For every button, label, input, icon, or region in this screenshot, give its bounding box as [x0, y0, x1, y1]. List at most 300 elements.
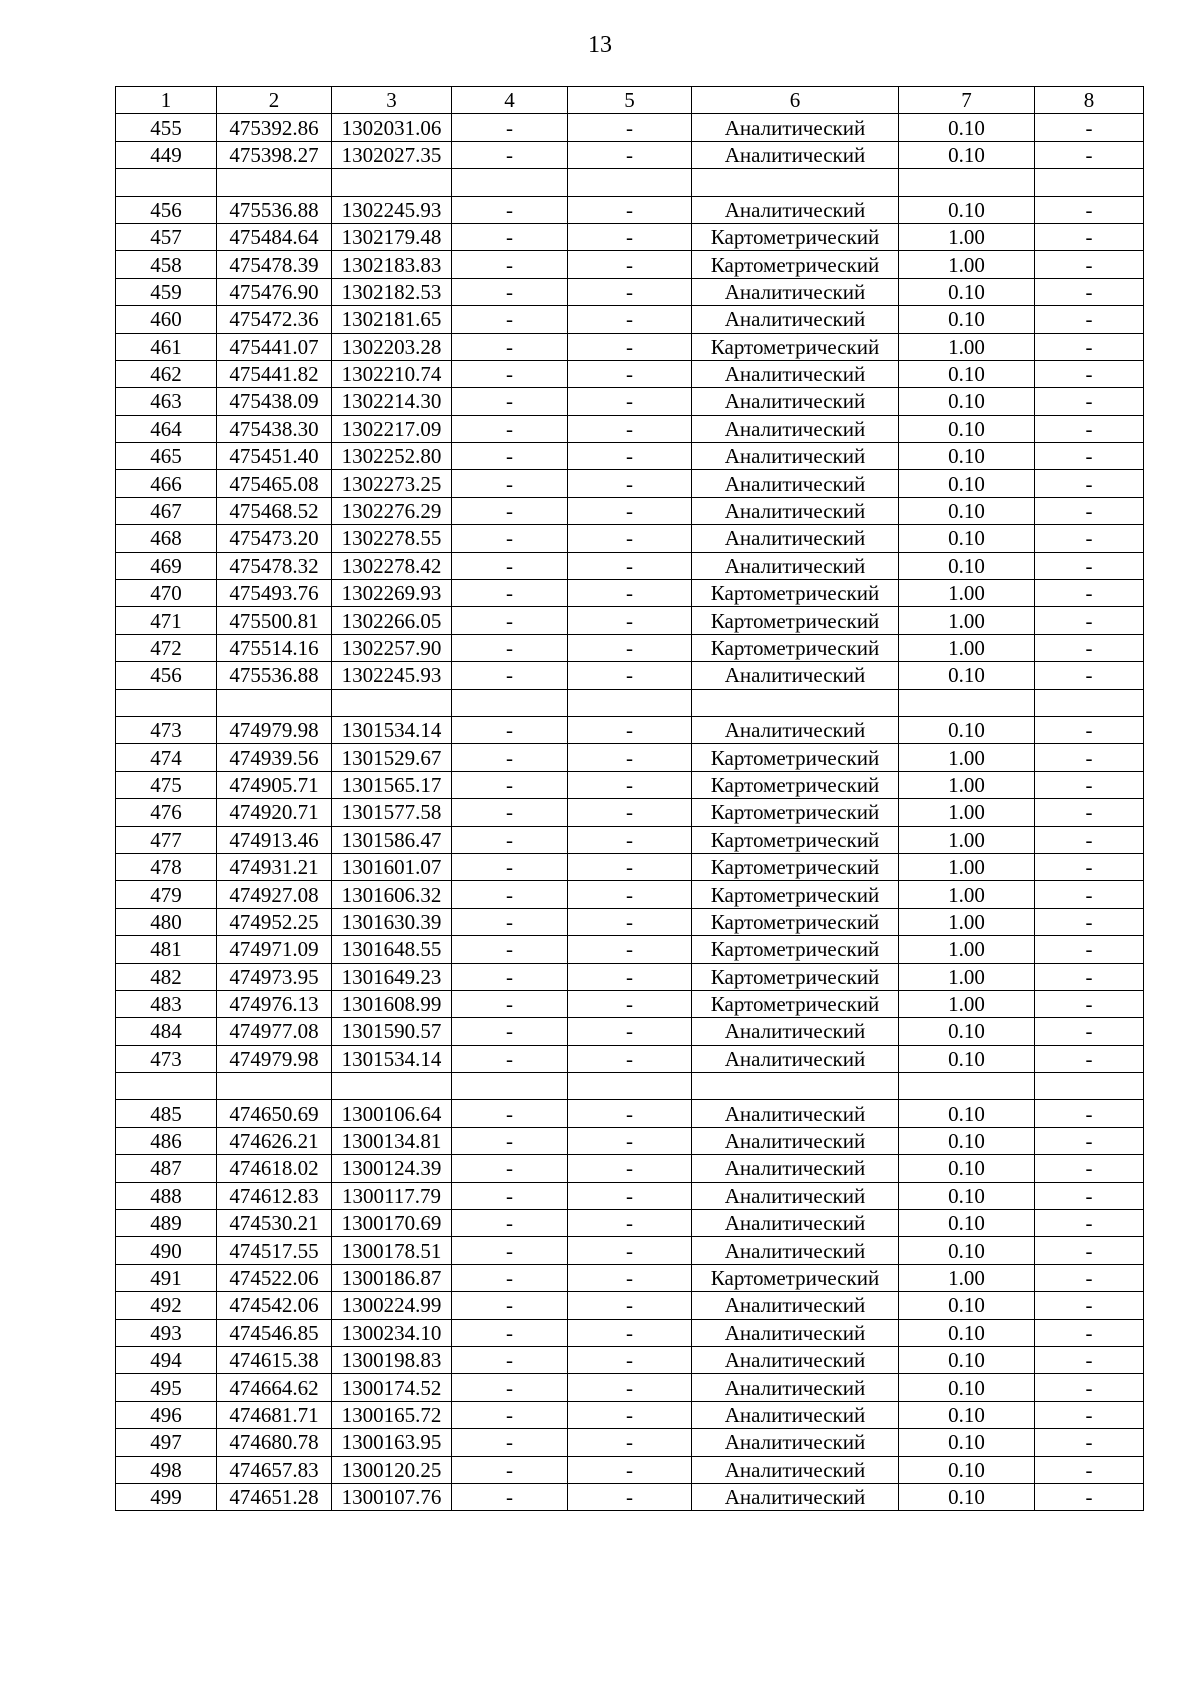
coordinates-table [115, 86, 1144, 1511]
y-coordinate-cell: 1300124.39 [332, 1155, 452, 1182]
method-cell: Аналитический [692, 1100, 899, 1127]
accuracy-cell: 0.10 [899, 1210, 1035, 1237]
table-row [116, 1319, 1144, 1346]
method-cell: Картометрический [692, 580, 899, 607]
column-4-cell: - [452, 525, 568, 552]
table-row [116, 251, 1144, 278]
x-coordinate-cell: 475438.30 [217, 415, 332, 442]
point-number-cell: 465 [116, 443, 217, 470]
x-coordinate-cell: 474913.46 [217, 826, 332, 853]
column-4-cell: - [452, 415, 568, 442]
table-row [116, 141, 1144, 168]
column-5-cell [568, 1073, 692, 1100]
x-coordinate-cell: 475398.27 [217, 141, 332, 168]
accuracy-cell: 0.10 [899, 443, 1035, 470]
accuracy-cell: 0.10 [899, 360, 1035, 387]
accuracy-cell: 1.00 [899, 580, 1035, 607]
table-row [116, 223, 1144, 250]
method-cell [692, 169, 899, 196]
method-cell: Картометрический [692, 826, 899, 853]
x-coordinate-cell: 475484.64 [217, 223, 332, 250]
accuracy-cell: 1.00 [899, 223, 1035, 250]
point-number-cell: 497 [116, 1429, 217, 1456]
accuracy-cell: 0.10 [899, 470, 1035, 497]
x-coordinate-cell: 474612.83 [217, 1182, 332, 1209]
method-cell: Аналитический [692, 1045, 899, 1072]
accuracy-cell: 0.10 [899, 114, 1035, 141]
x-coordinate-cell: 474973.95 [217, 963, 332, 990]
accuracy-cell: 1.00 [899, 771, 1035, 798]
accuracy-cell: 1.00 [899, 908, 1035, 935]
column-4-cell: - [452, 141, 568, 168]
point-number-cell: 455 [116, 114, 217, 141]
point-number-cell: 498 [116, 1456, 217, 1483]
x-coordinate-cell: 474546.85 [217, 1319, 332, 1346]
x-coordinate-cell: 475536.88 [217, 196, 332, 223]
header-cell: 4 [452, 87, 568, 114]
column-8-cell: - [1035, 662, 1144, 689]
y-coordinate-cell: 1302245.93 [332, 662, 452, 689]
column-5-cell: - [568, 360, 692, 387]
y-coordinate-cell: 1301649.23 [332, 963, 452, 990]
column-5-cell: - [568, 1210, 692, 1237]
y-coordinate-cell: 1300107.76 [332, 1483, 452, 1510]
column-4-cell: - [452, 223, 568, 250]
column-8-cell: - [1035, 771, 1144, 798]
accuracy-cell: 0.10 [899, 141, 1035, 168]
accuracy-cell: 0.10 [899, 1374, 1035, 1401]
method-cell: Картометрический [692, 908, 899, 935]
point-number-cell: 488 [116, 1182, 217, 1209]
column-8-cell [1035, 169, 1144, 196]
accuracy-cell: 0.10 [899, 1045, 1035, 1072]
table-header [116, 87, 1144, 114]
column-5-cell: - [568, 580, 692, 607]
y-coordinate-cell: 1302203.28 [332, 333, 452, 360]
point-number-cell: 495 [116, 1374, 217, 1401]
table-row [116, 607, 1144, 634]
column-5-cell: - [568, 278, 692, 305]
point-number-cell: 456 [116, 662, 217, 689]
header-cell: 3 [332, 87, 452, 114]
x-coordinate-cell: 474979.98 [217, 1045, 332, 1072]
table-row [116, 853, 1144, 880]
accuracy-cell: 0.10 [899, 388, 1035, 415]
y-coordinate-cell: 1301606.32 [332, 881, 452, 908]
accuracy-cell: 0.10 [899, 1237, 1035, 1264]
point-number-cell: 489 [116, 1210, 217, 1237]
method-cell: Аналитический [692, 1292, 899, 1319]
y-coordinate-cell: 1302182.53 [332, 278, 452, 305]
table-row [116, 114, 1144, 141]
method-cell: Картометрический [692, 963, 899, 990]
point-number-cell: 468 [116, 525, 217, 552]
column-5-cell: - [568, 716, 692, 743]
column-5-cell: - [568, 1237, 692, 1264]
table-row [116, 963, 1144, 990]
table-row [116, 716, 1144, 743]
column-8-cell: - [1035, 306, 1144, 333]
table-row [116, 1045, 1144, 1072]
table-row [116, 990, 1144, 1017]
y-coordinate-cell: 1301608.99 [332, 990, 452, 1017]
column-5-cell: - [568, 333, 692, 360]
table-row [116, 525, 1144, 552]
column-5-cell: - [568, 251, 692, 278]
column-5-cell: - [568, 881, 692, 908]
column-8-cell: - [1035, 497, 1144, 524]
point-number-cell: 472 [116, 634, 217, 661]
column-5-cell: - [568, 990, 692, 1017]
accuracy-cell: 1.00 [899, 1264, 1035, 1291]
column-8-cell: - [1035, 716, 1144, 743]
method-cell: Аналитический [692, 388, 899, 415]
accuracy-cell [899, 1073, 1035, 1100]
column-4-cell: - [452, 853, 568, 880]
header-cell: 8 [1035, 87, 1144, 114]
x-coordinate-cell: 475536.88 [217, 662, 332, 689]
x-coordinate-cell: 474517.55 [217, 1237, 332, 1264]
y-coordinate-cell [332, 1073, 452, 1100]
method-cell: Аналитический [692, 1346, 899, 1373]
point-number-cell: 458 [116, 251, 217, 278]
column-4-cell: - [452, 1045, 568, 1072]
y-coordinate-cell: 1300134.81 [332, 1127, 452, 1154]
method-cell: Аналитический [692, 1483, 899, 1510]
column-5-cell: - [568, 1429, 692, 1456]
y-coordinate-cell: 1301601.07 [332, 853, 452, 880]
column-4-cell: - [452, 251, 568, 278]
point-number-cell: 483 [116, 990, 217, 1017]
point-number-cell: 478 [116, 853, 217, 880]
table-row [116, 634, 1144, 661]
method-cell: Аналитический [692, 114, 899, 141]
y-coordinate-cell [332, 689, 452, 716]
point-number-cell: 476 [116, 799, 217, 826]
accuracy-cell: 0.10 [899, 1018, 1035, 1045]
accuracy-cell: 0.10 [899, 415, 1035, 442]
accuracy-cell: 0.10 [899, 1456, 1035, 1483]
column-5-cell: - [568, 1155, 692, 1182]
y-coordinate-cell: 1302217.09 [332, 415, 452, 442]
point-number-cell: 481 [116, 936, 217, 963]
column-4-cell: - [452, 360, 568, 387]
table-row [116, 443, 1144, 470]
y-coordinate-cell: 1302257.90 [332, 634, 452, 661]
column-4-cell: - [452, 1456, 568, 1483]
column-8-cell: - [1035, 963, 1144, 990]
column-5-cell: - [568, 1127, 692, 1154]
column-8-cell [1035, 689, 1144, 716]
column-8-cell: - [1035, 1319, 1144, 1346]
table-row [116, 360, 1144, 387]
method-cell: Аналитический [692, 470, 899, 497]
column-5-cell: - [568, 306, 692, 333]
table-row [116, 1100, 1144, 1127]
column-8-cell: - [1035, 1018, 1144, 1045]
column-4-cell: - [452, 1100, 568, 1127]
table-row [116, 1127, 1144, 1154]
column-5-cell: - [568, 744, 692, 771]
accuracy-cell: 0.10 [899, 1483, 1035, 1510]
column-8-cell: - [1035, 114, 1144, 141]
accuracy-cell: 1.00 [899, 881, 1035, 908]
point-number-cell [116, 1073, 217, 1100]
accuracy-cell: 0.10 [899, 716, 1035, 743]
point-number-cell: 470 [116, 580, 217, 607]
column-4-cell: - [452, 662, 568, 689]
column-4-cell: - [452, 1292, 568, 1319]
column-4-cell: - [452, 908, 568, 935]
y-coordinate-cell: 1302210.74 [332, 360, 452, 387]
x-coordinate-cell: 474650.69 [217, 1100, 332, 1127]
table-row [116, 744, 1144, 771]
column-4-cell: - [452, 1182, 568, 1209]
y-coordinate-cell: 1300165.72 [332, 1401, 452, 1428]
column-8-cell: - [1035, 853, 1144, 880]
table-row [116, 1346, 1144, 1373]
method-cell: Картометрический [692, 1264, 899, 1291]
method-cell: Аналитический [692, 1237, 899, 1264]
point-number-cell: 491 [116, 1264, 217, 1291]
column-8-cell: - [1035, 1127, 1144, 1154]
column-8-cell: - [1035, 990, 1144, 1017]
method-cell: Картометрический [692, 607, 899, 634]
point-number-cell: 474 [116, 744, 217, 771]
column-4-cell: - [452, 1127, 568, 1154]
accuracy-cell: 0.10 [899, 1401, 1035, 1428]
point-number-cell: 467 [116, 497, 217, 524]
accuracy-cell: 1.00 [899, 990, 1035, 1017]
point-number-cell [116, 169, 217, 196]
x-coordinate-cell: 475468.52 [217, 497, 332, 524]
point-number-cell: 492 [116, 1292, 217, 1319]
column-8-cell: - [1035, 1374, 1144, 1401]
method-cell: Аналитический [692, 1155, 899, 1182]
method-cell: Картометрический [692, 853, 899, 880]
table-row [116, 1237, 1144, 1264]
method-cell: Аналитический [692, 1319, 899, 1346]
y-coordinate-cell: 1302027.35 [332, 141, 452, 168]
table-row [116, 881, 1144, 908]
y-coordinate-cell: 1301565.17 [332, 771, 452, 798]
column-5-cell: - [568, 223, 692, 250]
y-coordinate-cell: 1302183.83 [332, 251, 452, 278]
y-coordinate-cell: 1300186.87 [332, 1264, 452, 1291]
y-coordinate-cell: 1302278.42 [332, 552, 452, 579]
point-number-cell: 462 [116, 360, 217, 387]
method-cell [692, 1073, 899, 1100]
column-4-cell: - [452, 634, 568, 661]
accuracy-cell: 0.10 [899, 662, 1035, 689]
method-cell: Картометрический [692, 799, 899, 826]
table-row [116, 470, 1144, 497]
point-number-cell: 461 [116, 333, 217, 360]
column-8-cell: - [1035, 333, 1144, 360]
table-row [116, 388, 1144, 415]
method-cell: Аналитический [692, 1374, 899, 1401]
table-row [116, 771, 1144, 798]
method-cell: Картометрический [692, 881, 899, 908]
column-8-cell: - [1035, 580, 1144, 607]
y-coordinate-cell: 1300198.83 [332, 1346, 452, 1373]
column-8-cell: - [1035, 1429, 1144, 1456]
column-8-cell: - [1035, 443, 1144, 470]
column-4-cell: - [452, 333, 568, 360]
table-row [116, 826, 1144, 853]
column-5-cell: - [568, 141, 692, 168]
x-coordinate-cell: 475478.32 [217, 552, 332, 579]
point-number-cell: 494 [116, 1346, 217, 1373]
column-4-cell: - [452, 716, 568, 743]
table-row [116, 689, 1144, 716]
table-row [116, 1401, 1144, 1428]
column-5-cell: - [568, 1374, 692, 1401]
column-5-cell: - [568, 963, 692, 990]
column-8-cell: - [1035, 388, 1144, 415]
x-coordinate-cell: 475500.81 [217, 607, 332, 634]
column-5-cell: - [568, 1292, 692, 1319]
y-coordinate-cell: 1300174.52 [332, 1374, 452, 1401]
y-coordinate-cell: 1301590.57 [332, 1018, 452, 1045]
method-cell: Картометрический [692, 990, 899, 1017]
x-coordinate-cell: 474939.56 [217, 744, 332, 771]
point-number-cell: 469 [116, 552, 217, 579]
x-coordinate-cell: 474681.71 [217, 1401, 332, 1428]
x-coordinate-cell: 474680.78 [217, 1429, 332, 1456]
column-8-cell: - [1035, 1346, 1144, 1373]
y-coordinate-cell: 1302179.48 [332, 223, 452, 250]
point-number-cell [116, 689, 217, 716]
column-5-cell: - [568, 497, 692, 524]
method-cell: Аналитический [692, 443, 899, 470]
table-row [116, 936, 1144, 963]
table-row [116, 169, 1144, 196]
column-5-cell: - [568, 552, 692, 579]
column-8-cell: - [1035, 881, 1144, 908]
y-coordinate-cell: 1301577.58 [332, 799, 452, 826]
column-5-cell: - [568, 415, 692, 442]
column-5-cell: - [568, 1045, 692, 1072]
column-8-cell: - [1035, 525, 1144, 552]
x-coordinate-cell: 474979.98 [217, 716, 332, 743]
point-number-cell: 487 [116, 1155, 217, 1182]
method-cell: Аналитический [692, 525, 899, 552]
y-coordinate-cell: 1302276.29 [332, 497, 452, 524]
column-4-cell: - [452, 607, 568, 634]
column-5-cell: - [568, 388, 692, 415]
column-4-cell: - [452, 388, 568, 415]
table-row [116, 306, 1144, 333]
column-4-cell: - [452, 497, 568, 524]
column-8-cell: - [1035, 1182, 1144, 1209]
x-coordinate-cell: 475392.86 [217, 114, 332, 141]
x-coordinate-cell: 474618.02 [217, 1155, 332, 1182]
table-row [116, 1456, 1144, 1483]
column-5-cell: - [568, 114, 692, 141]
column-8-cell: - [1035, 223, 1144, 250]
accuracy-cell: 1.00 [899, 634, 1035, 661]
y-coordinate-cell: 1300170.69 [332, 1210, 452, 1237]
method-cell: Картометрический [692, 634, 899, 661]
point-number-cell: 466 [116, 470, 217, 497]
column-8-cell: - [1035, 251, 1144, 278]
column-8-cell: - [1035, 1237, 1144, 1264]
x-coordinate-cell: 475493.76 [217, 580, 332, 607]
column-4-cell: - [452, 771, 568, 798]
column-4-cell: - [452, 1237, 568, 1264]
table-row [116, 1073, 1144, 1100]
table-row [116, 662, 1144, 689]
x-coordinate-cell: 474952.25 [217, 908, 332, 935]
point-number-cell: 490 [116, 1237, 217, 1264]
y-coordinate-cell: 1300106.64 [332, 1100, 452, 1127]
column-8-cell: - [1035, 415, 1144, 442]
method-cell: Аналитический [692, 662, 899, 689]
point-number-cell: 480 [116, 908, 217, 935]
y-coordinate-cell: 1300117.79 [332, 1182, 452, 1209]
column-8-cell: - [1035, 278, 1144, 305]
column-5-cell: - [568, 1319, 692, 1346]
accuracy-cell: 1.00 [899, 333, 1035, 360]
x-coordinate-cell: 474626.21 [217, 1127, 332, 1154]
method-cell: Картометрический [692, 936, 899, 963]
point-number-cell: 493 [116, 1319, 217, 1346]
method-cell: Аналитический [692, 141, 899, 168]
method-cell: Аналитический [692, 552, 899, 579]
column-5-cell: - [568, 799, 692, 826]
y-coordinate-cell: 1302269.93 [332, 580, 452, 607]
header-row [116, 87, 1144, 114]
column-5-cell: - [568, 470, 692, 497]
y-coordinate-cell: 1302031.06 [332, 114, 452, 141]
y-coordinate-cell: 1300224.99 [332, 1292, 452, 1319]
point-number-cell: 485 [116, 1100, 217, 1127]
table-row [116, 196, 1144, 223]
column-4-cell: - [452, 278, 568, 305]
point-number-cell: 471 [116, 607, 217, 634]
y-coordinate-cell: 1302273.25 [332, 470, 452, 497]
accuracy-cell: 1.00 [899, 936, 1035, 963]
x-coordinate-cell: 474522.06 [217, 1264, 332, 1291]
y-coordinate-cell: 1300163.95 [332, 1429, 452, 1456]
accuracy-cell: 0.10 [899, 1319, 1035, 1346]
x-coordinate-cell: 475441.07 [217, 333, 332, 360]
accuracy-cell: 0.10 [899, 1346, 1035, 1373]
y-coordinate-cell: 1301648.55 [332, 936, 452, 963]
column-5-cell: - [568, 1264, 692, 1291]
method-cell: Аналитический [692, 306, 899, 333]
column-4-cell: - [452, 963, 568, 990]
table-row [116, 1264, 1144, 1291]
x-coordinate-cell [217, 689, 332, 716]
accuracy-cell: 1.00 [899, 963, 1035, 990]
column-5-cell: - [568, 1018, 692, 1045]
table-row [116, 1182, 1144, 1209]
column-8-cell: - [1035, 826, 1144, 853]
point-number-cell: 473 [116, 716, 217, 743]
column-8-cell: - [1035, 1456, 1144, 1483]
column-4-cell: - [452, 799, 568, 826]
column-4-cell: - [452, 1155, 568, 1182]
y-coordinate-cell: 1302252.80 [332, 443, 452, 470]
table-row [116, 1210, 1144, 1237]
accuracy-cell: 1.00 [899, 799, 1035, 826]
column-5-cell: - [568, 525, 692, 552]
column-4-cell: - [452, 114, 568, 141]
x-coordinate-cell: 474615.38 [217, 1346, 332, 1373]
x-coordinate-cell: 475451.40 [217, 443, 332, 470]
